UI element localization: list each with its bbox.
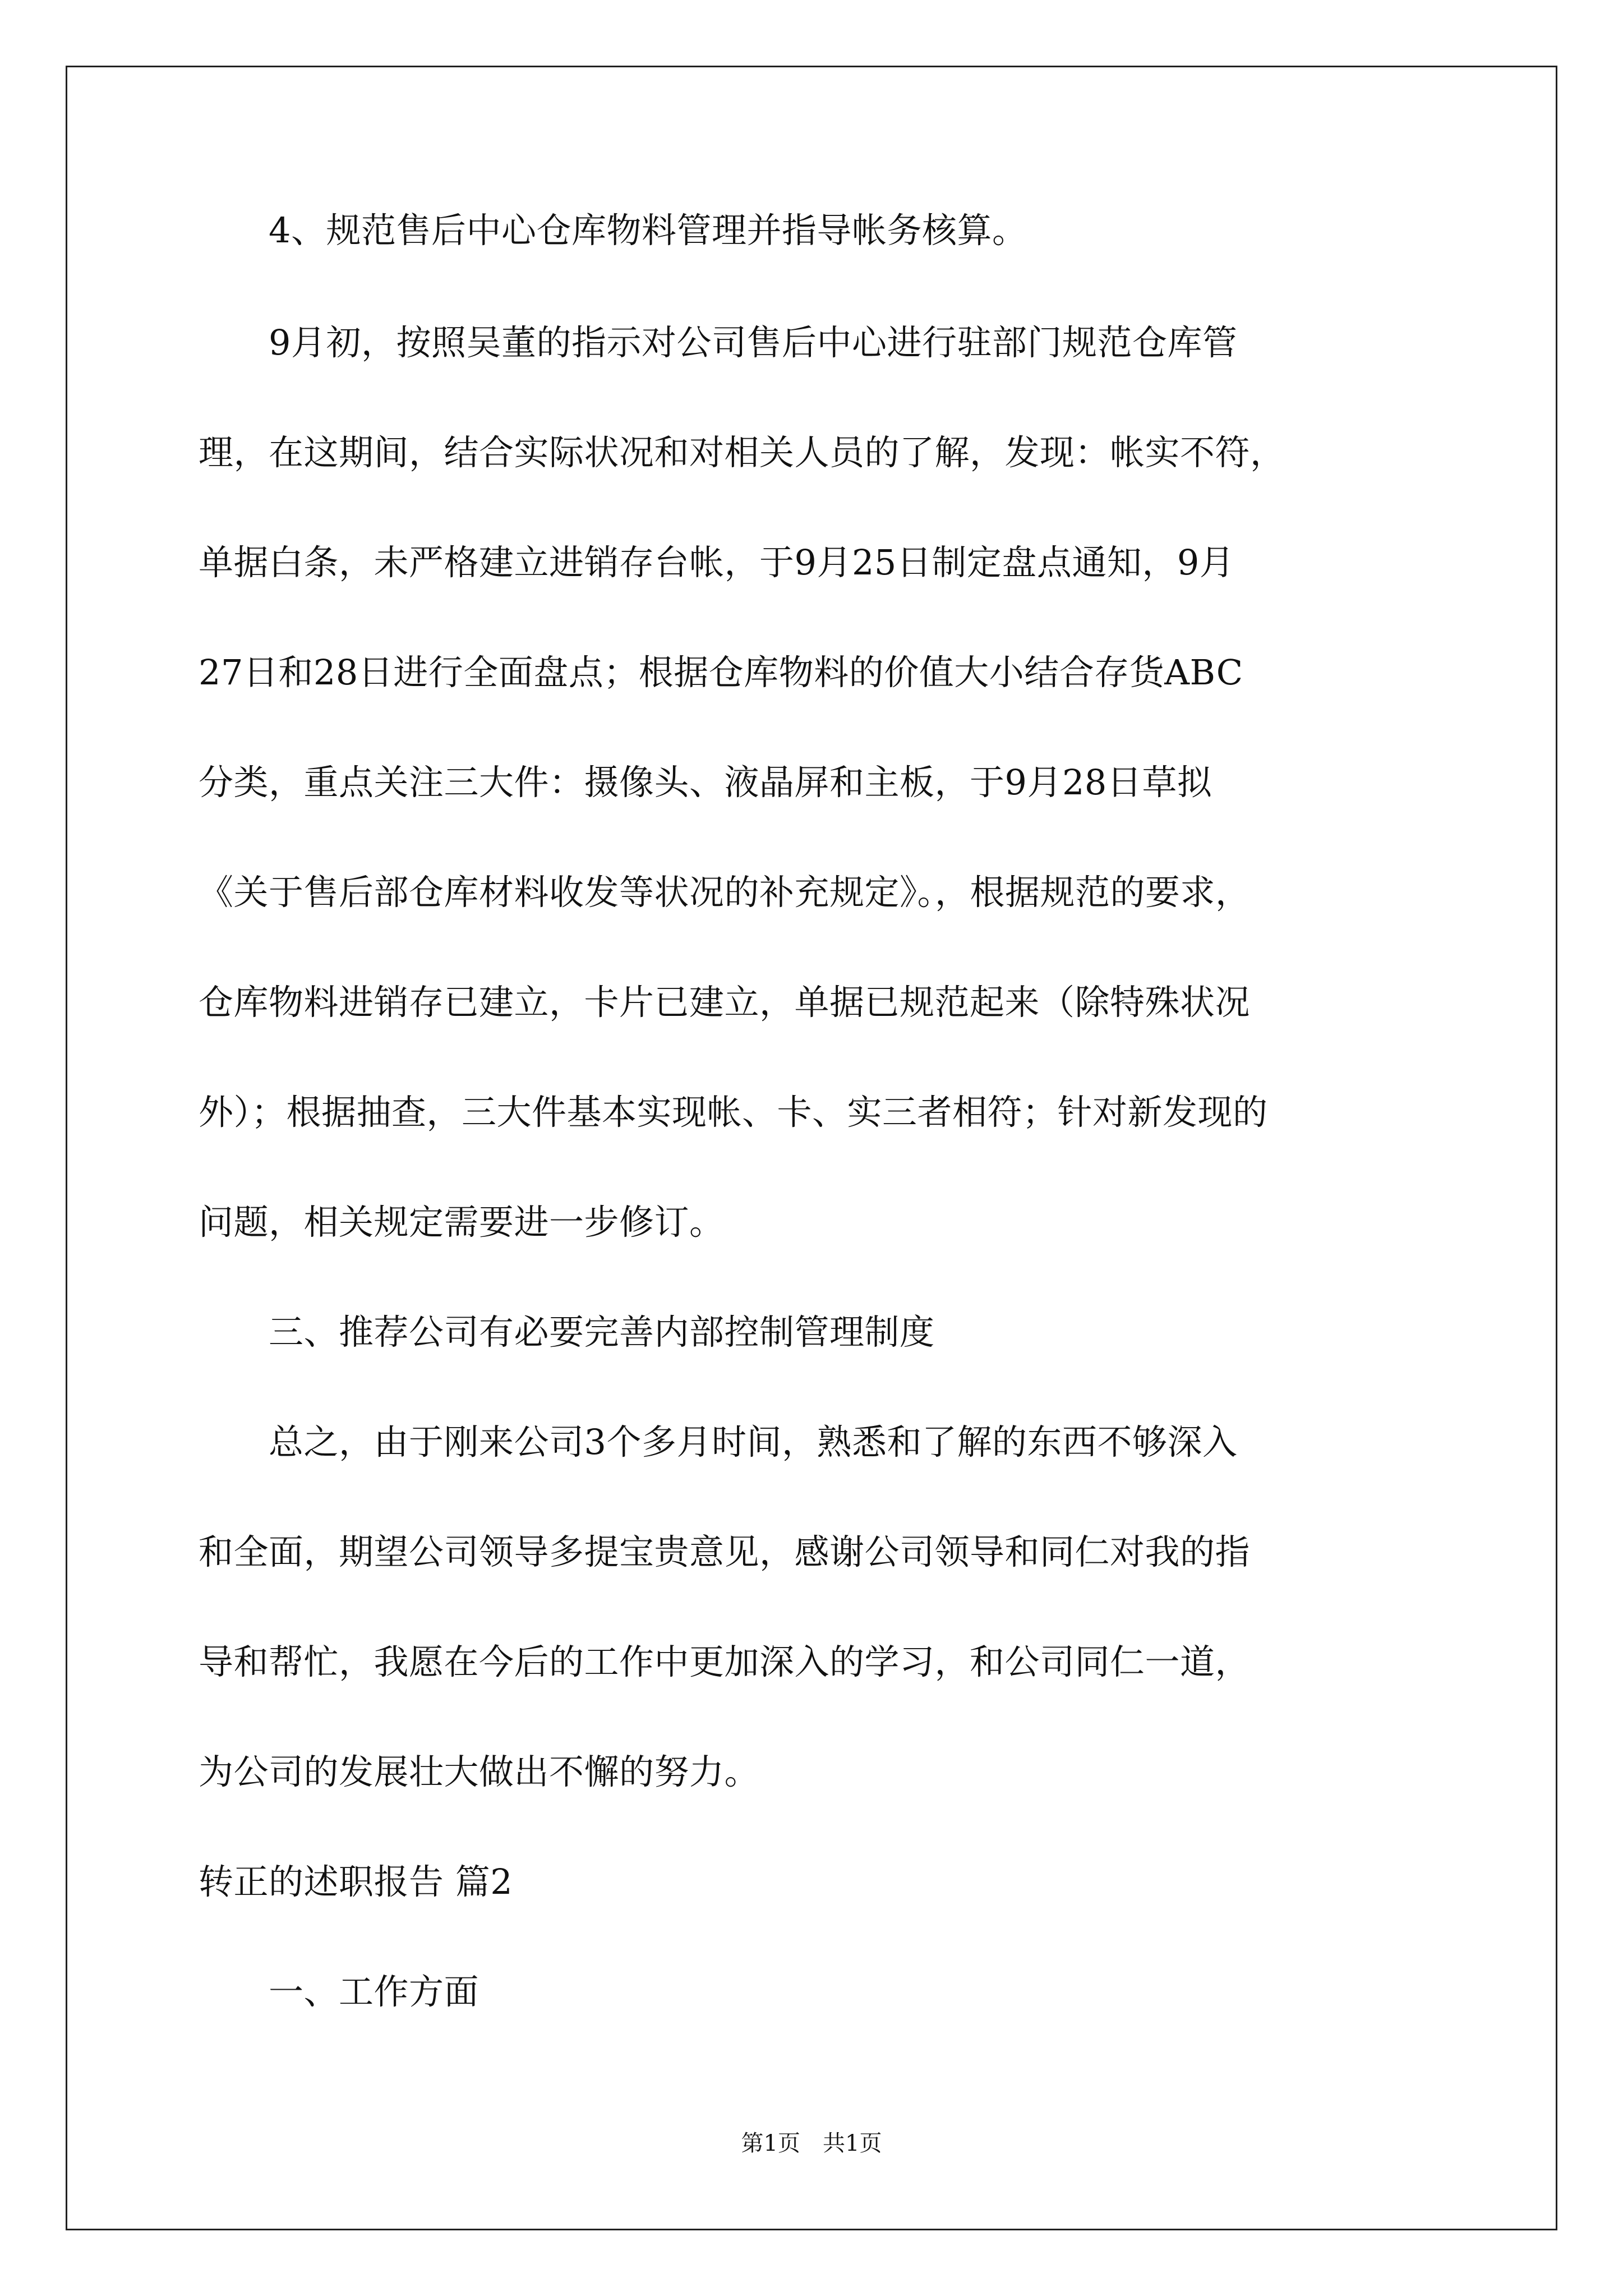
paragraph-line: 《关于售后部仓库材料收发等状况的补充规定》。，根据规范的要求， [199,872,1251,913]
page-number-footer: 第1页 共1页 [741,2131,882,2156]
paragraph-line: 27日和28日进行全面盘点；根据仓库物料的价值大小结合存货ABC [199,652,1243,693]
paragraph-line: 4、规范售后中心仓库物料管理并指导帐务核算。 [199,210,1027,251]
paragraph-line: 总之，由于刚来公司3个多月时间，熟悉和了解的东西不够深入 [199,1421,1238,1462]
paragraph-line: 理，在这期间，结合实际状况和对相关人员的了解，发现：帐实不符， [199,432,1285,473]
report-title: 转正的述职报告 篇2 [199,1861,513,1902]
paragraph-line: 单据白条，未严格建立进销存台帐，于9月25日制定盘点通知，9月 [199,542,1235,583]
paragraph-line: 问题，相关规定需要进一步修订。 [199,1202,725,1243]
document-body [199,210,1455,2012]
paragraph-line: 仓库物料进销存已建立，卡片已建立，单据已规范起来（除特殊状况 [199,982,1251,1023]
paragraph-line: 外）；根据抽查，三大件基本实现帐、卡、实三者相符；针对新发现的 [199,1092,1268,1133]
section-heading: 一、工作方面 [199,1971,479,2012]
paragraph-line: 分类，重点关注三大件：摄像头、液晶屏和主板，于9月28日草拟 [199,762,1212,803]
section-heading: 三、推荐公司有必要完善内部控制管理制度 [199,1312,935,1352]
paragraph-line: 和全面，期望公司领导多提宝贵意见，感谢公司领导和同仁对我的指 [199,1531,1251,1572]
paragraph-line: 导和帮忙，我愿在今后的工作中更加深入的学习，和公司同仁一道， [199,1641,1251,1682]
paragraph-line: 为公司的发展壮大做出不懈的努力。 [199,1751,760,1792]
paragraph-line: 9月初，按照吴董的指示对公司售后中心进行驻部门规范仓库管 [199,322,1238,363]
